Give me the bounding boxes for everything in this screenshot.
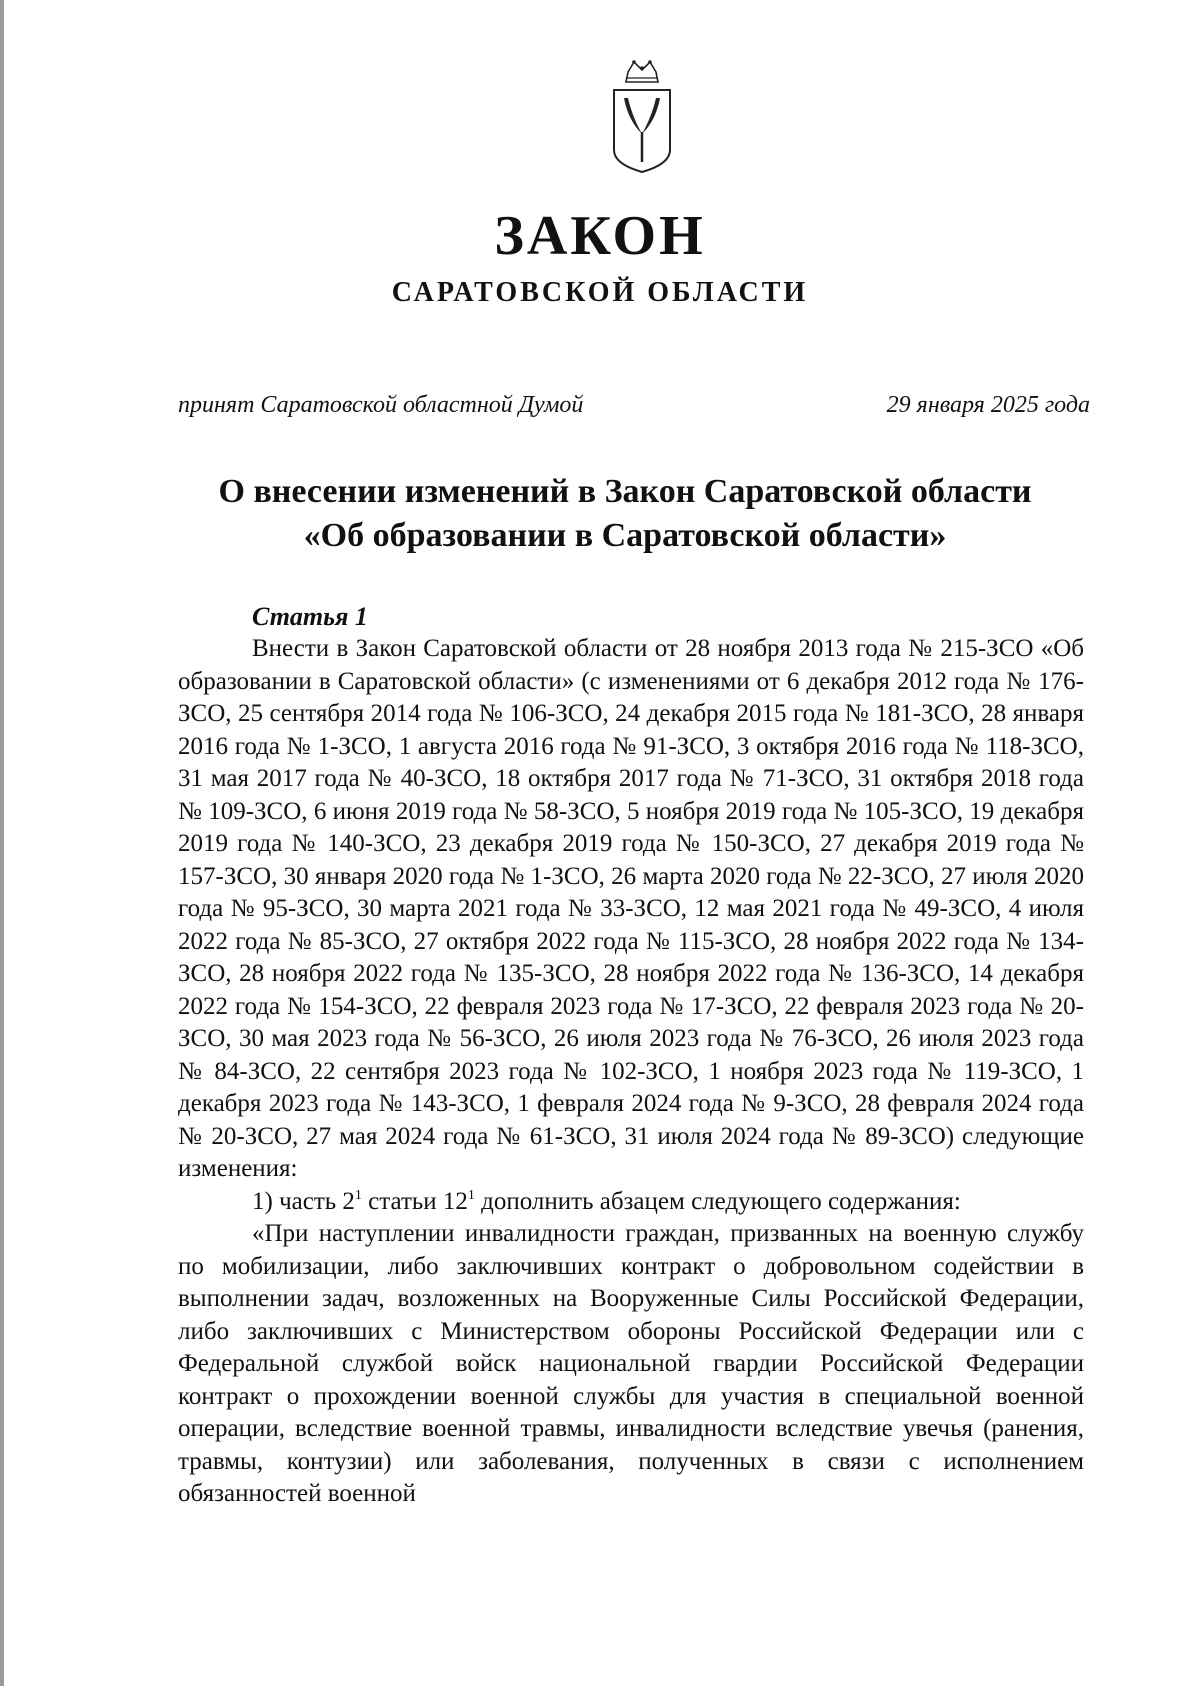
document-title-line-1: О внесении изменений в Закон Саратовской области bbox=[218, 473, 1032, 510]
article-heading: Статья 1 bbox=[252, 602, 368, 631]
adopted-date: 29 января 2025 года bbox=[886, 392, 1090, 418]
item-mid: статьи 12 bbox=[361, 1187, 468, 1215]
item-suffix: дополнить абзацем следующего содержания: bbox=[474, 1187, 961, 1215]
item-prefix: 1) часть 2 bbox=[252, 1187, 355, 1215]
law-region: САРАТОВСКОЙ ОБЛАСТИ bbox=[391, 277, 809, 308]
quoted-paragraph: «При наступлении инвалидности граждан, призванных на военную службу по мобилизации, либо заключивших контракт о добровольном содействии в выполнении задач, возложенных на Вооруженные Силы Российской Федерации, либо заключивших с Министерством обороны Российской Федерации или с Федеральной службой войск национальной гвардии Российской Федерации контракт о прохождении военной службы для участия в специальной военной операции, вследствие военной травмы, инвалидности вследствие увечья (ранения, травмы, контузии) или заболевания, полученных в связи с исполнением обязанностей военной bbox=[178, 1220, 1084, 1507]
adopted-by: принят Саратовской областной Думой bbox=[178, 392, 584, 418]
superscript: 1 bbox=[354, 1187, 362, 1203]
law-title: ЗАКОН bbox=[494, 205, 706, 267]
amendment-item-1 bbox=[178, 1186, 1084, 1219]
document-title bbox=[150, 470, 1100, 558]
saratov-coat-of-arms-icon bbox=[606, 58, 678, 176]
article-intro-paragraph: Внести в Закон Саратовской области от 28 ноября 2013 года № 215-ЗСО «Об образовании в Саратовской области» (с изменениями от 6 декабря 2012 года № 176-ЗСО, 25 сентября 2014 года № 106-ЗСО, 24 декабря 2015 года № 181-ЗСО, 28 января 2016 года № 1-ЗСО, 1 августа 2016 года № 91-ЗСО, 3 октября 2016 года № 118-ЗСО, 31 мая 2017 года № 40-ЗСО, 18 октября 2017 года № 71-ЗСО, 31 октября 2018 года № 109-ЗСО, 6 июня 2019 года № 58-ЗСО, 5 ноября 2019 года № 105-ЗСО, 19 декабря 2019 года № 140-ЗСО, 23 декабря 2019 года № 150-ЗСО, 27 декабря 2019 года № 157-ЗСО, 30 января 2020 года № 1-ЗСО, 26 марта 2020 года № 22-ЗСО, 27 июля 2020 года № 95-ЗСО, 30 марта 2021 года № 33-ЗСО, 12 мая 2021 года № 49-ЗСО, 4 июля 2022 года № 85-ЗСО, 27 октября 2022 года № 115-ЗСО, 28 ноября 2022 года № 134-ЗСО, 28 ноября 2022 года № 135-ЗСО, 28 ноября 2022 года № 136-ЗСО, 14 декабря 2022 года № 154-ЗСО, 22 февраля 2023 года № 17-ЗСО, 22 февраля 2023 года № 20-ЗСО, 30 мая 2023 года № 56-ЗСО, 26 июля 2023 года № 76-ЗСО, 26 июля 2023 года № 84-ЗСО, 22 сентября 2023 года № 102-ЗСО, 1 ноября 2023 года № 119-ЗСО, 1 декабря 2023 года № 143-ЗСО, 1 февраля 2024 года № 9-ЗСО, 28 февраля 2024 года № 20-ЗСО, 27 мая 2024 года № 61-ЗСО, 31 июля 2024 года № 89-ЗСО) следующие изменения: bbox=[178, 635, 1084, 1182]
document-title-line-2: «Об образовании в Саратовской области» bbox=[303, 517, 947, 554]
superscript: 1 bbox=[467, 1187, 475, 1203]
document-body bbox=[178, 600, 1084, 1511]
